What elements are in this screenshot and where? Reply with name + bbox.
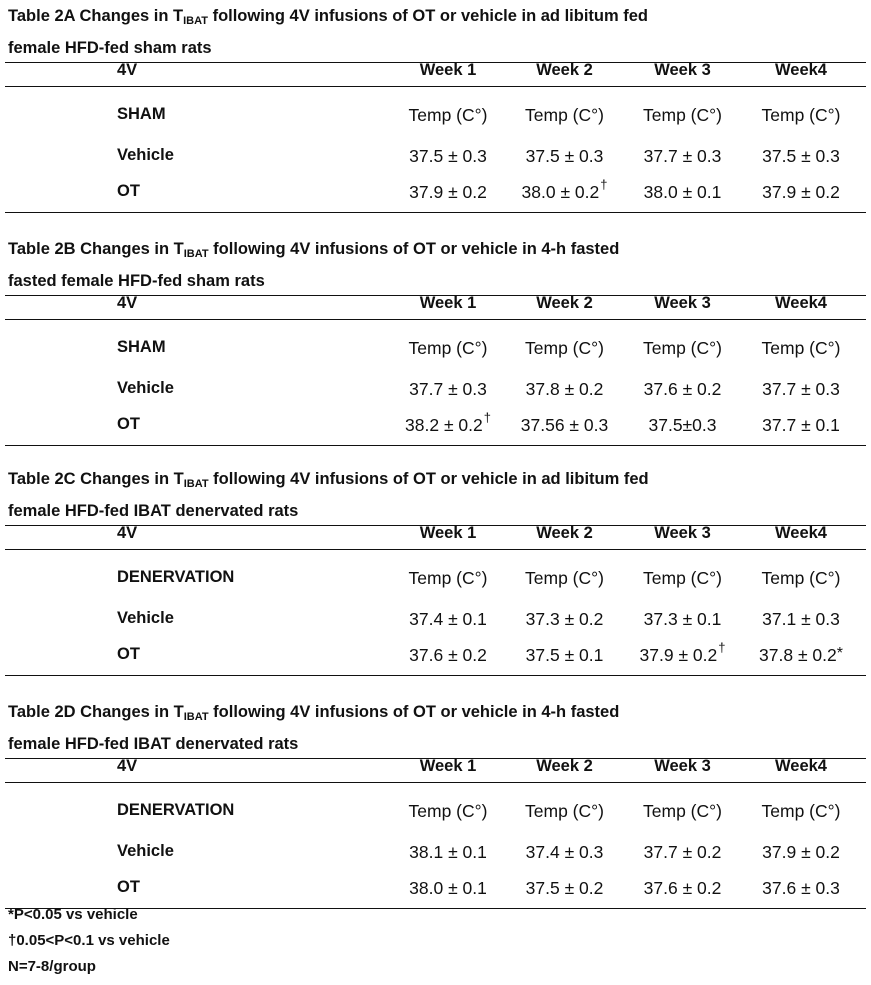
vehicle-label: Vehicle bbox=[117, 609, 174, 627]
header-week-3: Week 3 bbox=[654, 61, 711, 79]
header-week-2: Week 2 bbox=[536, 61, 593, 79]
header-rule bbox=[5, 86, 866, 87]
unit-cell: Temp (C°) bbox=[643, 801, 722, 821]
caption-text: Table 2D Changes in T bbox=[8, 703, 184, 721]
header-week-1: Week 1 bbox=[419, 61, 477, 79]
ot-value: 37.5 ± 0.2 bbox=[525, 878, 604, 898]
unit-cell: Temp (C°) bbox=[408, 105, 488, 125]
vehicle-value: 38.1 ± 0.1 bbox=[409, 842, 487, 862]
footnote-trend: †0.05<P<0.1 vs vehicle bbox=[8, 932, 170, 949]
caption-text: following 4V infusions of OT or vehicle in 4-h fasted bbox=[208, 240, 620, 258]
ot-value: 37.7 ± 0.1 bbox=[762, 415, 840, 435]
caption-text: following 4V infusions of OT or vehicle in ad libitum fed bbox=[207, 7, 649, 25]
caption-text: Table 2A Changes in T bbox=[8, 7, 184, 25]
header-week-4: Week4 bbox=[775, 757, 827, 775]
table-bottom-rule bbox=[5, 675, 866, 676]
footnote-sample-size: N=7-8/group bbox=[8, 958, 96, 975]
table-bottom-rule bbox=[5, 445, 866, 446]
ot-value-cell bbox=[513, 645, 616, 666]
group-row bbox=[0, 801, 871, 825]
header-week-4: Week4 bbox=[775, 61, 827, 79]
ot-value-cell bbox=[749, 878, 853, 899]
ot-value: 37.56 ± 0.3 bbox=[520, 415, 609, 435]
vehicle-value: 37.5 ± 0.3 bbox=[409, 146, 487, 166]
ot-value: 37.9 ± 0.2 bbox=[639, 645, 718, 665]
header-week-4: Week4 bbox=[775, 524, 827, 542]
group-row bbox=[0, 105, 871, 129]
ot-value-cell bbox=[513, 878, 616, 899]
dagger-mark: † bbox=[600, 177, 608, 192]
unit-cell: Temp (C°) bbox=[761, 338, 841, 358]
ot-value: 38.0 ± 0.1 bbox=[409, 878, 487, 898]
header-week-3: Week 3 bbox=[654, 757, 711, 775]
ot-value-cell bbox=[631, 640, 734, 666]
ot-row bbox=[0, 878, 871, 902]
caption-subscript: IBAT bbox=[183, 248, 209, 260]
unit-cell: Temp (C°) bbox=[643, 568, 722, 588]
unit-cell: Temp (C°) bbox=[408, 338, 488, 358]
ot-value: 38.0 ± 0.2 bbox=[521, 182, 600, 202]
header-row bbox=[0, 524, 871, 548]
vehicle-value: 37.7 ± 0.3 bbox=[409, 379, 487, 399]
caption-text: following 4V infusions of OT or vehicle in 4-h fasted bbox=[208, 703, 620, 721]
caption-line-2: female HFD-fed IBAT denervated rats bbox=[8, 735, 299, 753]
ot-value-cell bbox=[631, 878, 734, 899]
ot-value: 37.6 ± 0.2 bbox=[409, 645, 487, 665]
ot-value: 37.8 ± 0.2 bbox=[759, 645, 837, 665]
header-rule bbox=[5, 549, 866, 550]
ot-value-cell bbox=[513, 177, 616, 203]
ot-row bbox=[0, 640, 871, 669]
caption-subscript: IBAT bbox=[183, 711, 209, 723]
vehicle-value: 37.9 ± 0.2 bbox=[762, 842, 840, 862]
caption-text: following 4V infusions of OT or vehicle in ad libitum fed bbox=[208, 470, 649, 488]
header-route: 4V bbox=[117, 61, 138, 79]
vehicle-value: 37.7 ± 0.2 bbox=[643, 842, 722, 862]
ot-value: 37.9 ± 0.2 bbox=[409, 182, 487, 202]
vehicle-value: 37.7 ± 0.3 bbox=[643, 146, 722, 166]
ot-value-cell bbox=[631, 415, 734, 436]
ot-row bbox=[0, 177, 871, 206]
caption-subscript: IBAT bbox=[183, 478, 209, 490]
vehicle-value: 37.3 ± 0.1 bbox=[643, 609, 722, 629]
header-row bbox=[0, 294, 871, 318]
unit-cell: Temp (C°) bbox=[408, 801, 488, 821]
caption-text: Table 2C Changes in T bbox=[8, 470, 184, 488]
vehicle-value: 37.5 ± 0.3 bbox=[762, 146, 840, 166]
vehicle-label: Vehicle bbox=[117, 146, 174, 164]
ot-value: 38.0 ± 0.1 bbox=[643, 182, 722, 202]
vehicle-value: 37.5 ± 0.3 bbox=[525, 146, 604, 166]
asterisk-mark: * bbox=[836, 645, 843, 662]
ot-value: 37.6 ± 0.3 bbox=[762, 878, 840, 898]
table-caption bbox=[0, 702, 619, 722]
ot-label: OT bbox=[117, 878, 140, 896]
unit-cell: Temp (C°) bbox=[643, 105, 722, 125]
header-rule bbox=[5, 319, 866, 320]
ot-value-cell bbox=[749, 182, 853, 203]
vehicle-value: 37.8 ± 0.2 bbox=[525, 379, 604, 399]
group-row bbox=[0, 338, 871, 362]
unit-cell: Temp (C°) bbox=[643, 338, 722, 358]
ot-label: OT bbox=[117, 415, 140, 433]
group-label: DENERVATION bbox=[117, 568, 235, 586]
header-row bbox=[0, 757, 871, 781]
header-week-4: Week4 bbox=[775, 294, 827, 312]
header-week-3: Week 3 bbox=[654, 524, 711, 542]
table-bottom-rule bbox=[5, 212, 866, 213]
dagger-mark: † bbox=[483, 410, 491, 425]
vehicle-label: Vehicle bbox=[117, 842, 174, 860]
ot-value-cell bbox=[398, 645, 498, 666]
ot-value-cell bbox=[631, 182, 734, 203]
vehicle-row bbox=[0, 842, 871, 866]
header-week-2: Week 2 bbox=[536, 524, 593, 542]
caption-subscript: IBAT bbox=[183, 15, 208, 27]
unit-cell: Temp (C°) bbox=[525, 568, 604, 588]
unit-cell: Temp (C°) bbox=[408, 568, 488, 588]
ot-label: OT bbox=[117, 182, 140, 200]
unit-cell: Temp (C°) bbox=[525, 801, 604, 821]
header-week-1: Week 1 bbox=[419, 294, 477, 312]
header-week-2: Week 2 bbox=[536, 294, 593, 312]
table-caption bbox=[0, 239, 619, 259]
ot-row bbox=[0, 410, 871, 439]
footnote-significance: *P<0.05 vs vehicle bbox=[8, 906, 138, 923]
ot-value-cell bbox=[398, 182, 498, 203]
group-row bbox=[0, 568, 871, 592]
vehicle-row bbox=[0, 146, 871, 170]
ot-value: 37.5±0.3 bbox=[648, 415, 717, 435]
header-route: 4V bbox=[117, 294, 138, 312]
ot-value-cell bbox=[749, 645, 853, 666]
table-caption bbox=[0, 469, 649, 489]
unit-cell: Temp (C°) bbox=[525, 338, 604, 358]
vehicle-value: 37.4 ± 0.3 bbox=[525, 842, 604, 862]
caption-line-2: female HFD-fed IBAT denervated rats bbox=[8, 502, 299, 520]
header-week-2: Week 2 bbox=[536, 757, 593, 775]
unit-cell: Temp (C°) bbox=[525, 105, 604, 125]
vehicle-value: 37.6 ± 0.2 bbox=[643, 379, 722, 399]
group-label: SHAM bbox=[117, 105, 166, 123]
header-week-3: Week 3 bbox=[654, 294, 711, 312]
header-route: 4V bbox=[117, 524, 138, 542]
ot-value-cell bbox=[513, 415, 616, 436]
ot-value: 38.2 ± 0.2 bbox=[405, 415, 483, 435]
vehicle-row bbox=[0, 609, 871, 633]
header-route: 4V bbox=[117, 757, 138, 775]
dagger-mark: † bbox=[718, 640, 726, 655]
caption-line-2: female HFD-fed sham rats bbox=[8, 39, 212, 57]
header-row bbox=[0, 61, 871, 85]
vehicle-value: 37.3 ± 0.2 bbox=[525, 609, 604, 629]
ot-value-cell bbox=[398, 410, 498, 436]
ot-label: OT bbox=[117, 645, 140, 663]
header-week-1: Week 1 bbox=[419, 757, 477, 775]
unit-cell: Temp (C°) bbox=[761, 568, 841, 588]
unit-cell: Temp (C°) bbox=[761, 801, 841, 821]
unit-cell: Temp (C°) bbox=[761, 105, 841, 125]
ot-value-cell bbox=[398, 878, 498, 899]
vehicle-value: 37.7 ± 0.3 bbox=[762, 379, 840, 399]
header-rule bbox=[5, 782, 866, 783]
vehicle-row bbox=[0, 379, 871, 403]
vehicle-label: Vehicle bbox=[117, 379, 174, 397]
ot-value: 37.5 ± 0.1 bbox=[525, 645, 604, 665]
table-caption bbox=[0, 6, 648, 26]
ot-value-cell bbox=[749, 415, 853, 436]
vehicle-value: 37.4 ± 0.1 bbox=[409, 609, 487, 629]
header-week-1: Week 1 bbox=[419, 524, 477, 542]
caption-line-2: fasted female HFD-fed sham rats bbox=[8, 272, 265, 290]
group-label: SHAM bbox=[117, 338, 166, 356]
vehicle-value: 37.1 ± 0.3 bbox=[762, 609, 840, 629]
caption-text: Table 2B Changes in T bbox=[8, 240, 184, 258]
ot-value: 37.6 ± 0.2 bbox=[643, 878, 722, 898]
group-label: DENERVATION bbox=[117, 801, 235, 819]
ot-value: 37.9 ± 0.2 bbox=[762, 182, 840, 202]
